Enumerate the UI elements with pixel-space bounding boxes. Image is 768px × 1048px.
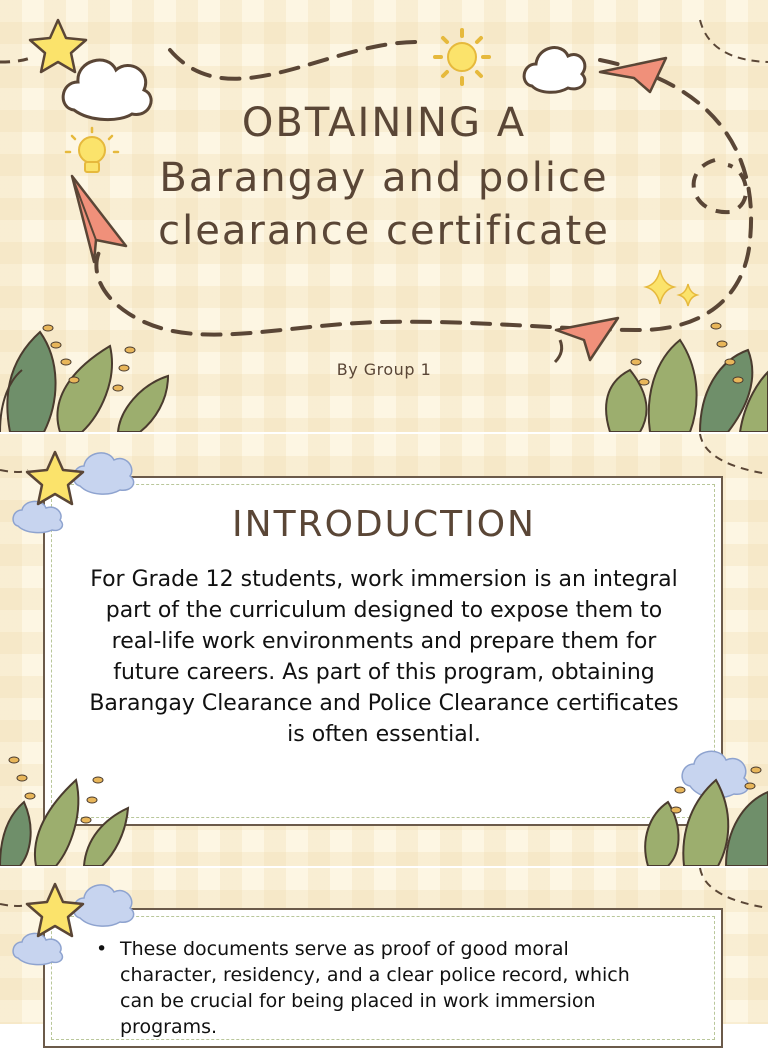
sparkle-icon — [646, 270, 697, 306]
paper-plane-icon — [556, 318, 618, 360]
bullet-item: • These documents serve as proof of good moral character, residency, and a clear police record, which can be crucial for being placed in work immersion programs. — [96, 936, 656, 1040]
cloud-icon — [524, 48, 585, 93]
leaf-icon — [0, 757, 128, 866]
documents-bullet-list — [96, 936, 656, 1040]
title-line-1: OBTAINING A — [241, 100, 527, 146]
subtitle: By Group 1 — [336, 360, 432, 379]
title-line-3: clearance certificate — [158, 208, 610, 254]
introduction-heading: INTRODUCTION — [232, 504, 536, 545]
star-icon — [27, 884, 83, 936]
star-icon — [30, 20, 86, 72]
documents-slide — [0, 868, 768, 1038]
introduction-slide — [0, 434, 768, 866]
title-line-2: Barangay and police — [159, 155, 609, 201]
sun-icon — [435, 30, 489, 84]
star-icon — [27, 452, 83, 504]
introduction-body: For Grade 12 students, work immersion is an integral part of the curriculum designed to expose them to real-life work environments and prepare them for future careers. As part of this program, obtaining Barangay Clearance and Police Clearance certificates is often essential. — [89, 567, 679, 747]
title-slide — [0, 0, 768, 432]
